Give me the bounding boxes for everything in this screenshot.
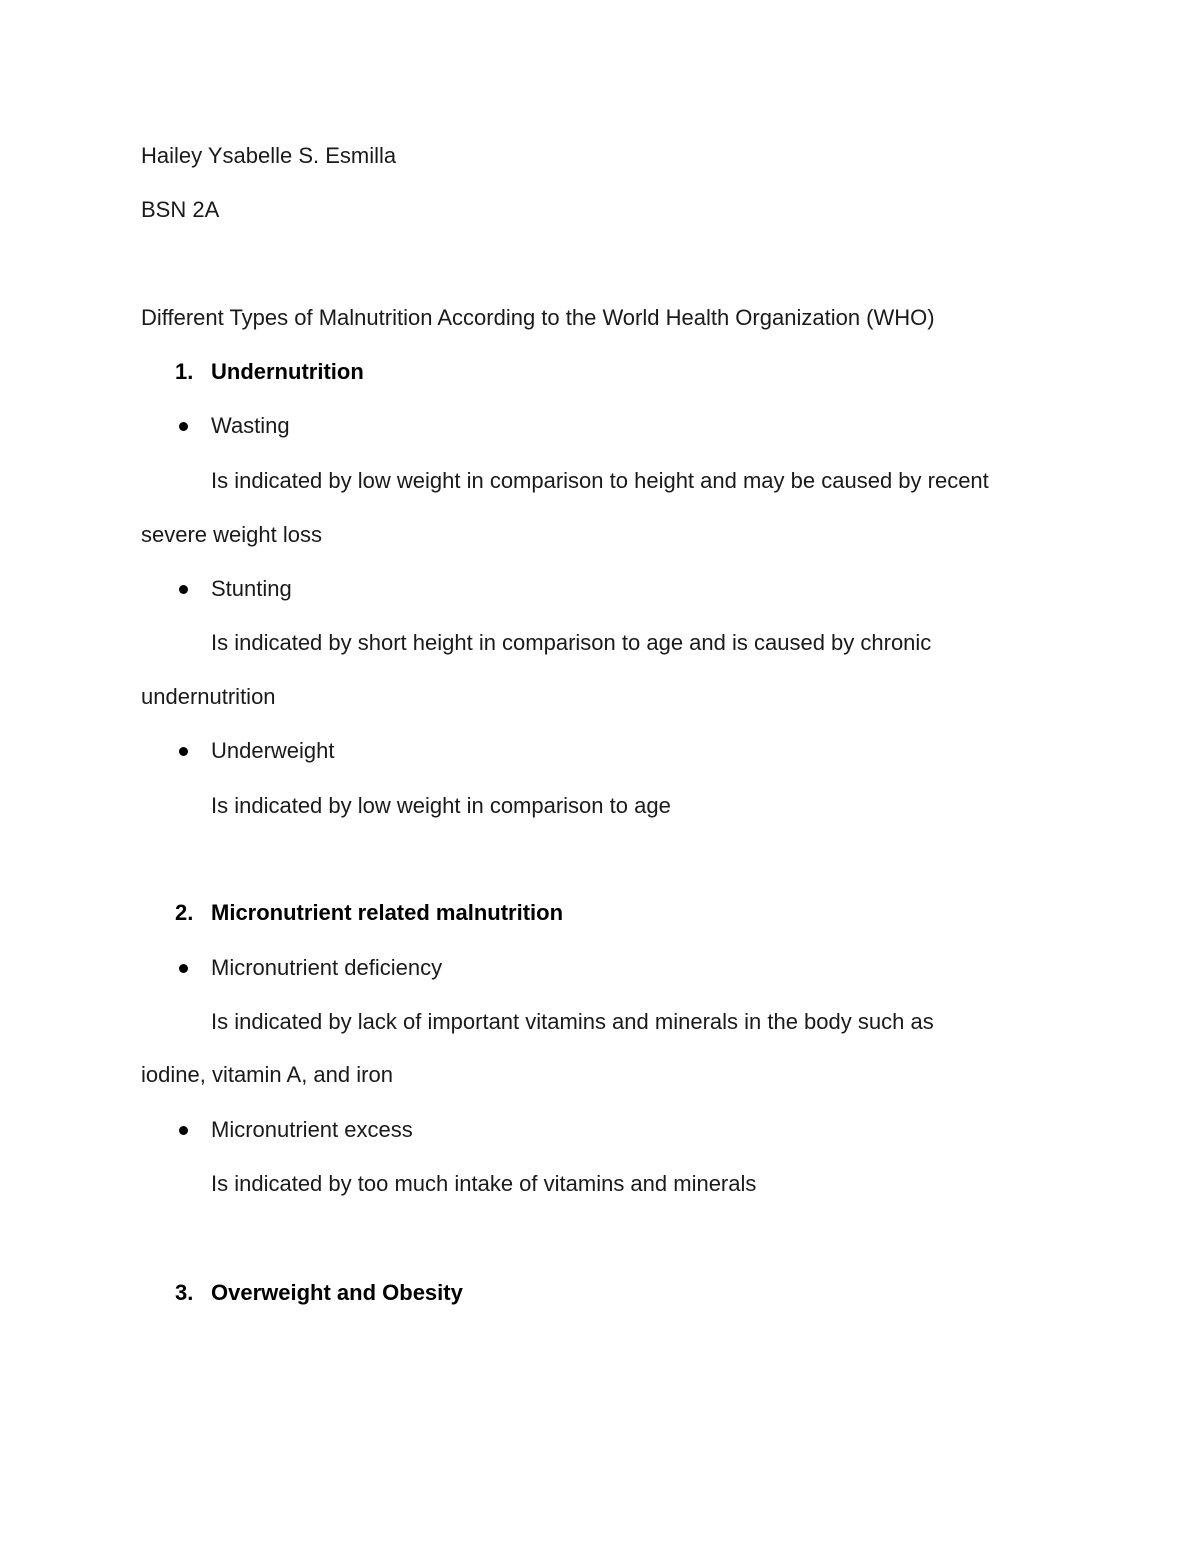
bullet-icon	[179, 422, 188, 431]
bullet-icon	[179, 585, 188, 594]
item-label-micronutrient-deficiency: Micronutrient deficiency	[211, 955, 443, 980]
item-label-underweight: Underweight	[211, 738, 335, 763]
section-number: 3.	[175, 1280, 194, 1305]
item-desc-underweight: Is indicated by low weight in comparison to age	[211, 793, 671, 818]
item-label-stunting: Stunting	[211, 576, 292, 601]
author-name: Hailey Ysabelle S. Esmilla	[141, 143, 397, 168]
item-desc-stunting-line2: undernutrition	[141, 684, 276, 709]
item-desc-deficiency-line1: Is indicated by lack of important vitamins and minerals in the body such as	[211, 1009, 934, 1034]
section-number: 1.	[175, 359, 194, 384]
item-desc-excess: Is indicated by too much intake of vitamins and minerals	[211, 1171, 757, 1196]
item-desc-deficiency-line2: iodine, vitamin A, and iron	[141, 1062, 393, 1087]
item-desc-stunting-line1: Is indicated by short height in comparison to age and is caused by chronic	[211, 630, 932, 655]
bullet-icon	[179, 964, 188, 973]
section-heading-undernutrition: Undernutrition	[211, 359, 364, 384]
bullet-icon	[179, 747, 188, 756]
section-number: 2.	[175, 900, 194, 925]
section-heading-overweight-obesity: Overweight and Obesity	[211, 1280, 463, 1305]
item-label-wasting: Wasting	[211, 413, 290, 438]
section-heading-micronutrient: Micronutrient related malnutrition	[211, 900, 564, 925]
document-title: Different Types of Malnutrition According to the World Health Organization (WHO)	[141, 305, 935, 330]
item-desc-wasting-line2: severe weight loss	[141, 522, 322, 547]
item-desc-wasting-line1: Is indicated by low weight in comparison to height and may be caused by recent	[211, 468, 989, 493]
bullet-icon	[179, 1126, 188, 1135]
class-section: BSN 2A	[141, 197, 220, 222]
item-label-micronutrient-excess: Micronutrient excess	[211, 1117, 413, 1142]
